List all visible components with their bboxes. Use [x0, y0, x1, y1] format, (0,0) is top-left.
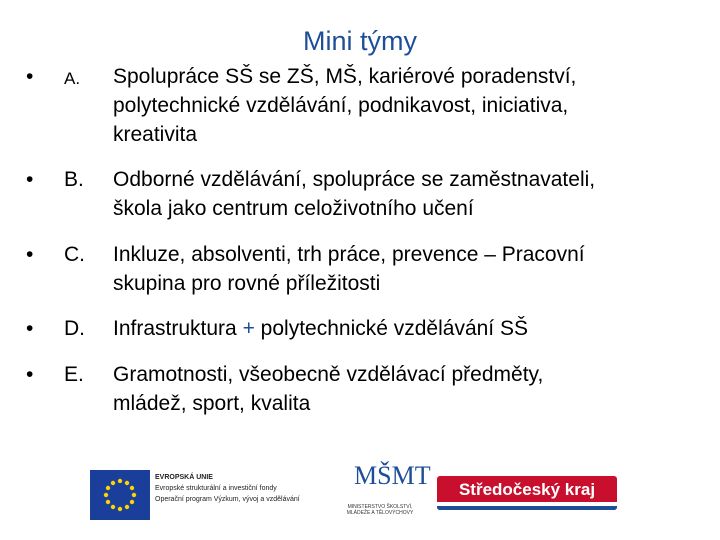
bullet: •: [26, 65, 34, 88]
msmt-caption-line: MINISTERSTVO ŠKOLSTVÍ,: [347, 504, 413, 510]
item-text-line: skupina pro rovné příležitosti: [113, 272, 381, 295]
bullet: •: [26, 363, 34, 386]
item-text-line: polytechnické vzdělávání, podnikavost, iniciativa,: [113, 94, 569, 117]
eu-flag-logo: [90, 470, 150, 520]
item-text-line: Spolupráce SŠ se ZŠ, MŠ, kariérové poradenství,: [113, 65, 577, 88]
plus-sign: +: [242, 317, 255, 340]
kraj-logo-stripe: [437, 506, 617, 510]
bullet: •: [26, 168, 34, 191]
list-item: [26, 360, 706, 418]
eu-logo-line: Operační program Výzkum, vývoj a vzdělávání: [155, 496, 300, 503]
item-text-line: Gramotnosti, všeobecně vzdělávací předměty,: [113, 363, 544, 386]
item-text-line: kreativita: [113, 123, 198, 146]
bullet: •: [26, 243, 34, 266]
item-letter: B.: [64, 168, 84, 191]
msmt-caption-line: MLÁDEŽE A TĚLOVÝCHOVY: [346, 510, 414, 516]
msmt-logo: [340, 461, 431, 520]
list-item: [26, 240, 706, 298]
msmt-mark: MŠMT: [354, 461, 431, 490]
item-letter: A.: [64, 69, 81, 88]
eu-stars-icon: [90, 470, 150, 520]
list-item: [26, 62, 706, 149]
item-text: Infrastruktura: [113, 317, 237, 340]
logo-strip: [0, 462, 720, 522]
slide-title: Mini týmy: [303, 26, 417, 56]
stredocesky-kraj-logo: [437, 476, 617, 510]
eu-logo-line: EVROPSKÁ UNIE: [155, 474, 213, 481]
bullet: •: [26, 317, 34, 340]
item-text: polytechnické vzdělávání SŠ: [260, 317, 528, 340]
list-item: [26, 314, 706, 343]
msmt-caption: [340, 504, 420, 516]
list-item: [26, 165, 706, 223]
eu-logo-text: [155, 472, 325, 505]
item-text-line: Inkluze, absolventi, trh práce, prevence – Pracovní: [113, 243, 585, 266]
item-letter: E.: [64, 363, 84, 386]
item-letter: D.: [64, 317, 85, 340]
item-text-line: Odborné vzdělávání, spolupráce se zaměstnavateli,: [113, 168, 596, 191]
item-text-line: mládež, sport, kvalita: [113, 392, 311, 415]
kraj-logo-label: Středočeský kraj: [458, 480, 596, 499]
item-text-line: škola jako centrum celoživotního učení: [113, 197, 474, 220]
eu-logo-line: Evropské strukturální a investiční fondy: [155, 485, 277, 492]
item-letter: C.: [64, 243, 85, 266]
